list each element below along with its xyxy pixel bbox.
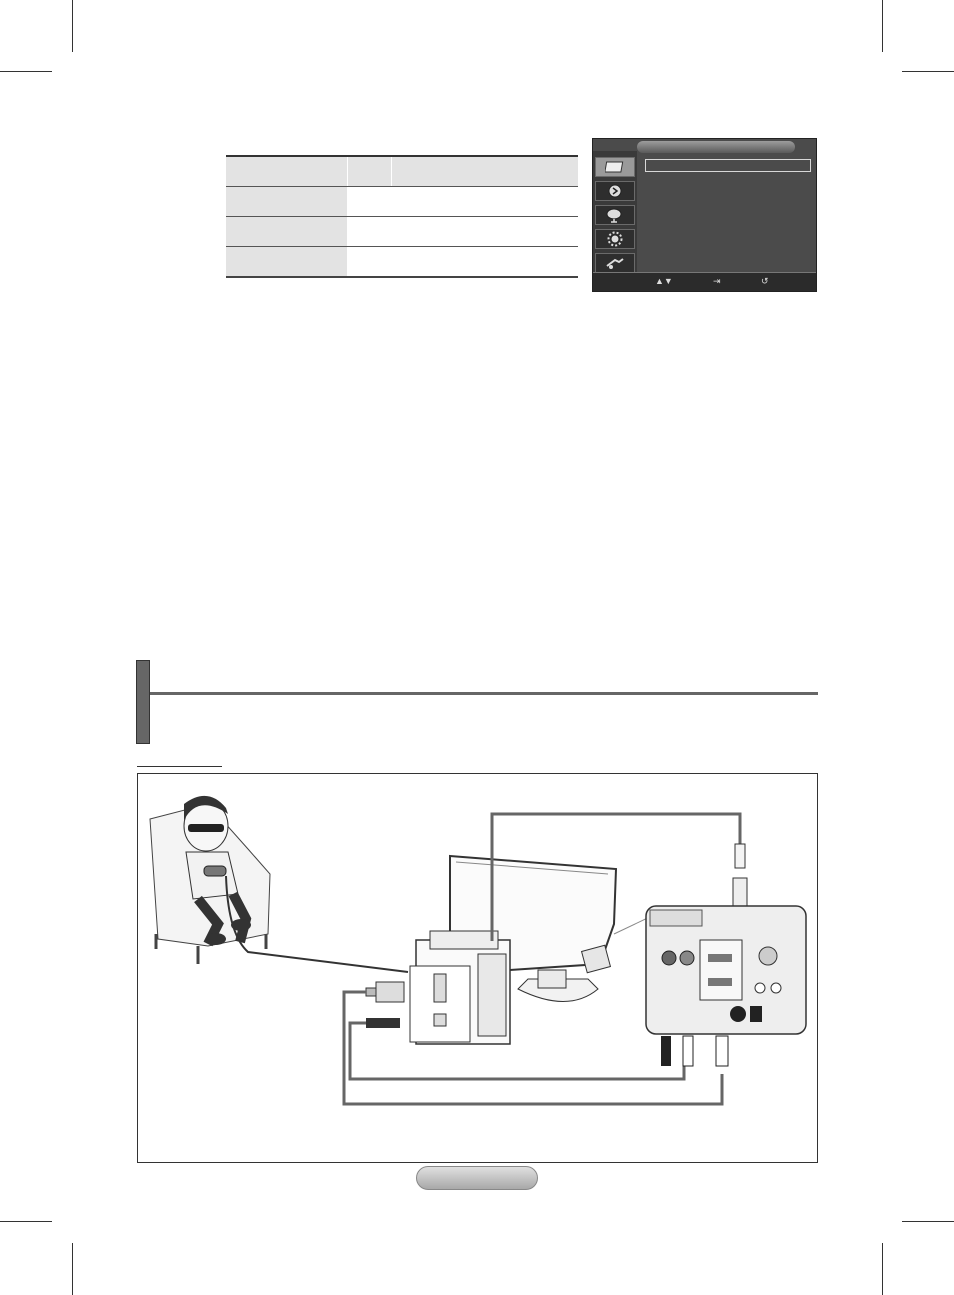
- sound-icon: [595, 181, 635, 201]
- osd-sidebar: [593, 151, 637, 273]
- table-row: [226, 247, 578, 278]
- setup-icon: [595, 229, 635, 249]
- spec-table: [226, 155, 578, 278]
- crop-mark: [0, 71, 52, 72]
- crop-mark: [882, 1243, 883, 1295]
- tv-osd-screenshot: [592, 138, 817, 292]
- table-cell: [392, 187, 579, 217]
- table-cell: [392, 217, 579, 247]
- crop-mark: [902, 71, 954, 72]
- table-header-cell: [392, 156, 579, 187]
- crop-mark: [882, 0, 883, 52]
- ferrite-core: [735, 844, 745, 868]
- return-icon: ↺: [761, 276, 769, 286]
- section-divider: [150, 692, 818, 695]
- table-header-cell: [348, 156, 392, 187]
- table-cell: [348, 217, 392, 247]
- vga-plug: [366, 982, 404, 1002]
- table-header-row: [226, 156, 578, 187]
- table-cell: [392, 247, 579, 278]
- move-icon: ▲▼: [655, 276, 673, 286]
- rca-plug-red: [661, 1036, 671, 1066]
- audio-cable: [350, 1023, 684, 1079]
- enter-icon: ⇥: [713, 276, 721, 286]
- page-number: [416, 1166, 538, 1190]
- osd-hint-bar: [593, 272, 816, 291]
- table-row: [226, 217, 578, 247]
- osd-selected-item: [645, 159, 811, 172]
- section-bar: [136, 660, 150, 744]
- crop-mark: [902, 1221, 954, 1222]
- picture-icon: [595, 157, 635, 177]
- tv-rear-panel: [646, 906, 806, 1034]
- rca-plug-white: [683, 1036, 693, 1066]
- figure-label-underline: [137, 766, 222, 767]
- crop-mark: [72, 0, 73, 52]
- table-row: [226, 187, 578, 217]
- s-video-plug: [733, 878, 747, 908]
- channel-icon: [595, 205, 635, 225]
- audio-plug: [366, 1018, 400, 1028]
- table-cell: [348, 187, 392, 217]
- rca-plug-video: [716, 1036, 728, 1066]
- crop-mark: [72, 1243, 73, 1295]
- game-console-illustration: [410, 931, 510, 1044]
- osd-title-bar: [637, 141, 795, 153]
- table-header-cell: [226, 156, 348, 187]
- table-cell: [226, 187, 348, 217]
- crop-mark: [0, 1221, 52, 1222]
- input-icon: [595, 253, 635, 273]
- table-cell: [226, 247, 348, 278]
- table-cell: [348, 247, 392, 278]
- table-cell: [226, 217, 348, 247]
- connection-diagram: [137, 773, 818, 1163]
